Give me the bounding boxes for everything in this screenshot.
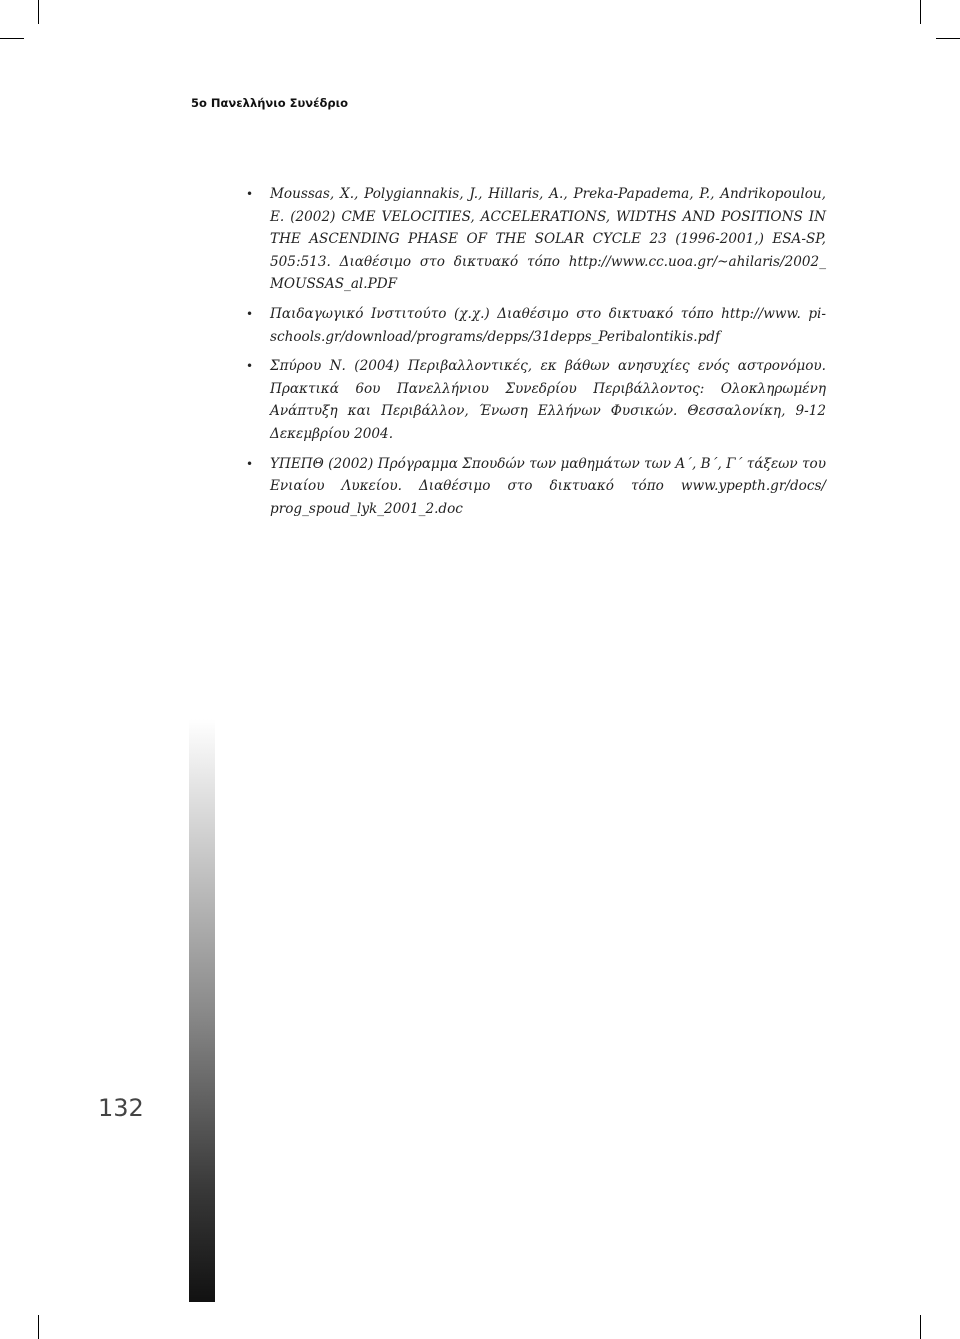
crop-mark-bottom-right-vertical bbox=[920, 1315, 921, 1339]
bullet-marker: • bbox=[246, 306, 254, 321]
bullet-marker: • bbox=[246, 187, 254, 201]
reference-item bbox=[246, 183, 826, 296]
crop-mark-top-left-horizontal bbox=[0, 38, 24, 39]
reference-list bbox=[246, 183, 826, 527]
bullet-marker: • bbox=[246, 456, 254, 471]
reference-text: Σπύρου Ν. (2004) Περιβαλλοντικές, εκ βάθων ανησυχίες ενός αστρονόμου. Πρακτικά 6ου Πανελλήνιου Συνεδρίου Περιβάλλοντος: Ολοκληρωμένη Ανάπτυξη και Περιβάλλον, Ένωση Ελλήνων Φυσικών. Θεσσαλονίκη, 9-12 Δεκεμβρίου 2004. bbox=[270, 358, 826, 442]
crop-mark-top-right-vertical bbox=[920, 0, 921, 24]
reference-text: Moussas, X., Polygiannakis, J., Hillaris, A., Preka-Papadema, P., Andrikopoulou, E. (2002) CME VELOCITIES, ACCELERATIONS, WIDTHS AND POSITIONS IN THE ASCENDING PHASE OF THE SOLAR CYCLE 23 (1996-2001,) ESA-SP, 505:513. Διαθέσιμο στο δικτυακό τόπο http://www.cc.uoa.gr/~ahilaris/2002_ MOUSSAS_al.PDF bbox=[270, 186, 826, 293]
reference-item bbox=[246, 303, 826, 348]
reference-item bbox=[246, 355, 826, 445]
crop-mark-top-left-vertical bbox=[38, 0, 39, 24]
reference-text: ΥΠΕΠΘ (2002) Πρόγραμμα Σπουδών των μαθημάτων των Α΄, Β΄, Γ΄ τάξεων του Ενιαίου Λυκείου. Διαθέσιμο στο δικτυακό τόπο www.ypepth.gr/docs/ prog_spoud_lyk_2001_2.doc bbox=[270, 455, 826, 517]
bullet-marker: • bbox=[246, 359, 254, 374]
crop-mark-top-right-horizontal bbox=[936, 38, 960, 39]
crop-mark-bottom-left-vertical bbox=[38, 1315, 39, 1339]
running-header: 5ο Πανελλήνιο Συνέδριο bbox=[191, 96, 348, 110]
reference-item bbox=[246, 453, 826, 521]
gradient-margin-bar bbox=[189, 719, 215, 1302]
page-number: 132 bbox=[98, 1094, 144, 1122]
reference-text: Παιδαγωγικό Ινστιτούτο (χ.χ.) Διαθέσιμο στο δικτυακό τόπο http://www. pi-schools.gr/download/programs/depps/31depps_Peribalontikis.pdf bbox=[270, 305, 826, 345]
